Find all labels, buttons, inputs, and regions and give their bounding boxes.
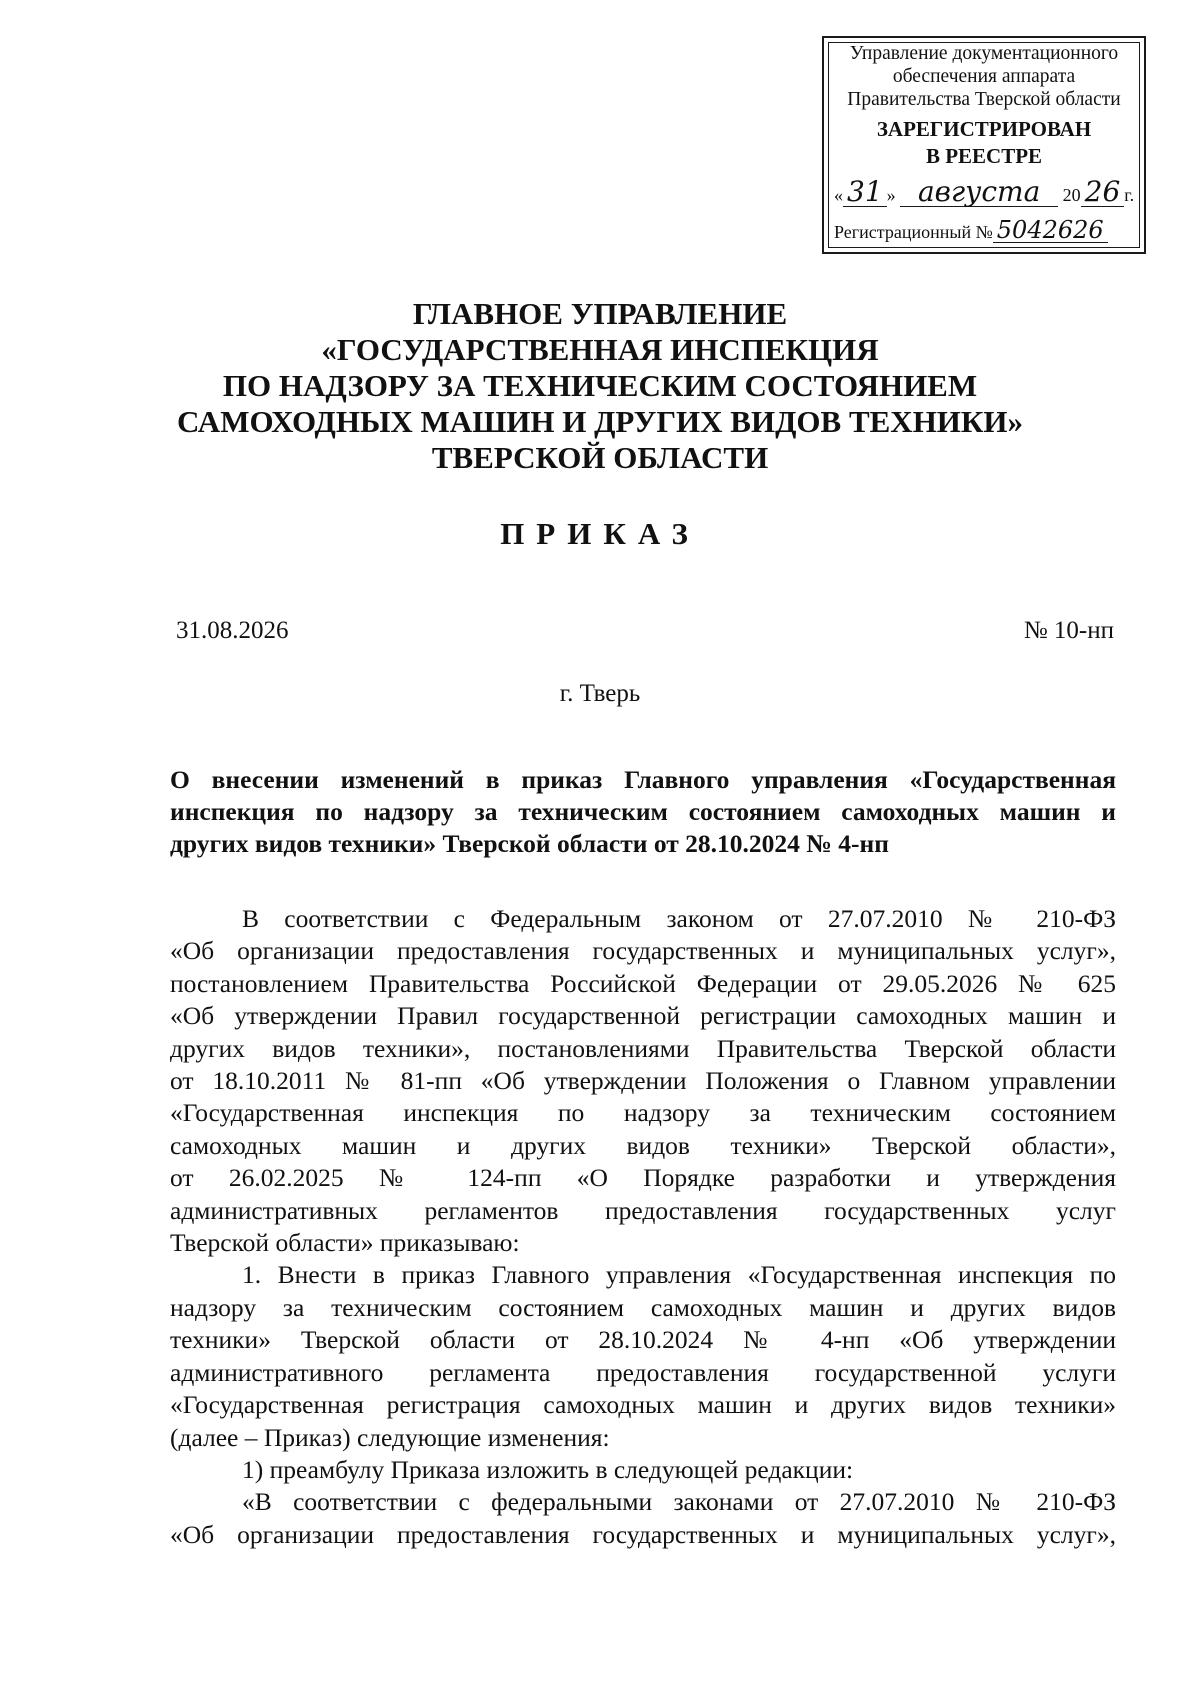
body-line: постановлением Правительства Российской Федерации от 29.05.2026 № 625 — [170, 968, 1116, 998]
stamp-organization — [824, 42, 1144, 111]
body-line: надзору за техническим состоянием самоходных машин и других видов — [170, 1292, 1116, 1322]
document-body — [170, 903, 1116, 1551]
document-date: 31.08.2026 — [176, 617, 289, 644]
body-line: (далее – Приказ) следующие изменения: — [170, 1422, 610, 1452]
stamp-registered — [824, 116, 1144, 170]
stamp-date-day: 31 — [843, 178, 887, 207]
stamp-date-year-suffix: 26 — [1081, 178, 1125, 207]
subject-line: О внесении изменений в приказ Главного управления «Государственная — [170, 765, 1116, 794]
stamp-date-close-quote: » — [886, 185, 896, 205]
document-number: № 10-нп — [1023, 617, 1114, 644]
stamp-org-line: Управление документационного — [849, 43, 1119, 64]
registration-stamp — [822, 36, 1146, 254]
stamp-date — [834, 175, 1138, 210]
org-title-line: «ГОСУДАРСТВЕННАЯ ИНСПЕКЦИЯ — [321, 332, 879, 367]
body-line: Тверской области» приказываю: — [170, 1228, 520, 1258]
subject-line: других видов техники» Тверской области от 28.10.2024 № 4-нп — [170, 829, 889, 858]
body-line: «Государственная инспекция по надзору за техническим состоянием — [170, 1098, 1116, 1128]
body-line: «В соответствии с федеральными законами от 27.07.2010 № 210-ФЗ — [242, 1487, 1116, 1517]
document-city: г. Тверь — [559, 680, 641, 707]
body-line: техники» Тверской области от 28.10.2024 № 4-нп «Об утверждении — [170, 1325, 1116, 1355]
stamp-date-month: августа — [900, 178, 1058, 207]
org-title-line: ПО НАДЗОРУ ЗА ТЕХНИЧЕСКИМ СОСТОЯНИЕМ — [222, 368, 978, 403]
stamp-reg-number-label: Регистрационный № — [834, 222, 993, 242]
stamp-date-open-quote: « — [834, 185, 843, 205]
document-type: ПРИКАЗ — [500, 516, 700, 551]
body-line: других видов техники», постановлениями Правительства Тверской области — [170, 1033, 1116, 1063]
body-line: «Государственная регистрация самоходных машин и других видов техники» — [170, 1390, 1116, 1420]
body-line: самоходных машин и других видов техники» Тверской области», — [170, 1130, 1116, 1160]
stamp-registered-line: В РЕЕСТРЕ — [925, 144, 1043, 168]
stamp-registered-line: ЗАРЕГИСТРИРОВАН — [876, 117, 1092, 141]
stamp-reg-number — [834, 218, 1138, 244]
body-line: «Об утверждении Правил государственной регистрации самоходных машин и — [170, 1001, 1116, 1031]
body-line: 1. Внести в приказ Главного управления «Государственная инспекция по — [242, 1260, 1116, 1290]
org-title-line: САМОХОДНЫХ МАШИН И ДРУГИХ ВИДОВ ТЕХНИКИ» — [176, 404, 1024, 439]
body-line: «Об организации предоставления государственных и муниципальных услуг», — [170, 936, 1116, 966]
organization-title — [100, 296, 1100, 476]
body-line: «Об организации предоставления государственных и муниципальных услуг», — [170, 1519, 1116, 1549]
stamp-reg-number-value: 5042626 — [993, 218, 1108, 243]
stamp-date-year-prefix: 20 — [1062, 185, 1081, 205]
body-line: административных регламентов предоставления государственных услуг — [170, 1195, 1116, 1225]
body-line: 1) преамбулу Приказа изложить в следующей редакции: — [242, 1454, 854, 1484]
body-line: от 26.02.2025 № 124-пп «О Порядке разработки и утверждения — [170, 1163, 1116, 1193]
subject-line: инспекция по надзору за техническим состоянием самоходных машин и — [170, 797, 1116, 826]
body-line: от 18.10.2011 № 81-пп «Об утверждении Положения о Главном управлении — [170, 1066, 1116, 1096]
body-line: административного регламента предоставления государственной услуги — [170, 1357, 1116, 1387]
stamp-org-line: обеспечения аппарата — [892, 66, 1076, 87]
org-title-line: ТВЕРСКОЙ ОБЛАСТИ — [431, 440, 769, 475]
stamp-date-year-tail: г. — [1124, 185, 1135, 205]
stamp-org-line: Правительства Тверской области — [847, 89, 1121, 110]
org-title-line: ГЛАВНОЕ УПРАВЛЕНИЕ — [412, 296, 788, 331]
body-line: В соответствии с Федеральным законом от 27.07.2010 № 210-ФЗ — [242, 904, 1116, 933]
document-subject — [170, 764, 1116, 860]
